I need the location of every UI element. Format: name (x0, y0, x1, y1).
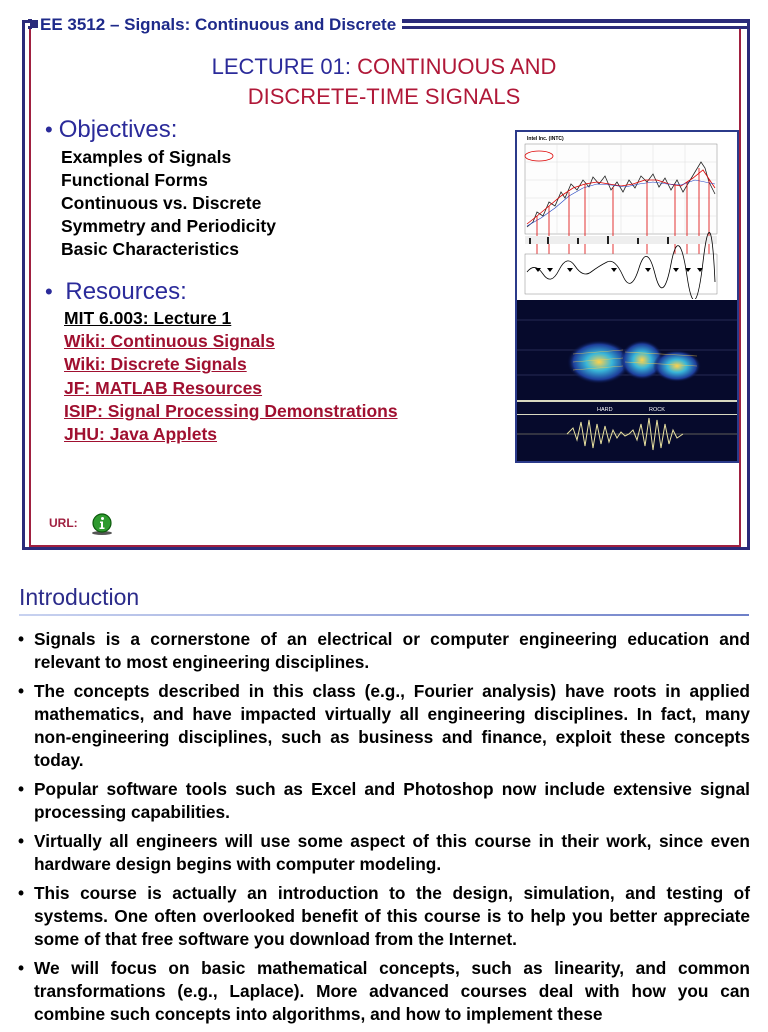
objectives-heading-text: Objectives: (58, 116, 178, 143)
course-title: EE 3512 – Signals: Continuous and Discrete (32, 15, 402, 35)
resources-list (64, 307, 398, 446)
lecture-title-line1: CONTINUOUS AND (357, 54, 557, 79)
list-item: • Signals is a cornerstone of an electrical or computer engineering education and relevant to most engineering disciplines. (16, 628, 750, 674)
info-icon[interactable] (90, 512, 114, 536)
bullet-icon: • (45, 279, 53, 304)
objective-item: Symmetry and Periodicity (61, 216, 276, 236)
spectro-word-hard: HARD (597, 407, 613, 413)
resource-link-mit[interactable]: MIT 6.003: Lecture 1 (64, 308, 232, 328)
resource-link-matlab[interactable]: JF: MATLAB Resources (64, 377, 263, 398)
introduction-bullets (16, 628, 750, 1032)
objective-item: Continuous vs. Discrete (61, 193, 262, 213)
resources-heading (45, 278, 187, 306)
resources-heading-text: Resources: (65, 278, 187, 305)
resource-link-isip[interactable]: ISIP: Signal Processing Demonstrations (64, 400, 398, 421)
list-item: • This course is actually an introduction to the design, simulation, and testing of systems. One often overlooked benefit of this course is to help you better appreciate some of that free software you download from the Internet. (16, 882, 750, 951)
objectives-heading (45, 116, 177, 144)
stock-chart-image (517, 132, 737, 299)
url-label: URL: (49, 516, 78, 530)
objective-item: Examples of Signals (61, 147, 232, 167)
list-item: • The concepts described in this class (e.g., Fourier analysis) have roots in applied mathematics, and have impacted virtually all engineering disciplines. In fact, many non-engineering disciplines, such as business and finance, exploit these concepts today. (16, 680, 750, 772)
objective-item: Basic Characteristics (61, 239, 240, 259)
lecture-title (0, 52, 768, 112)
bullet-icon: • (45, 117, 53, 142)
lecture-title-line2: DISCRETE-TIME SIGNALS (247, 84, 521, 109)
lecture-number: LECTURE 01: (211, 54, 351, 79)
resource-link-wiki-discrete[interactable]: Wiki: Discrete Signals (64, 354, 247, 375)
introduction-rule (19, 614, 749, 616)
introduction-title: Introduction (19, 584, 140, 610)
example-signals-figure (515, 130, 739, 463)
spectrogram-image (517, 300, 737, 461)
resource-link-jhu[interactable]: JHU: Java Applets (64, 424, 218, 445)
resource-link-wiki-continuous[interactable]: Wiki: Continuous Signals (64, 331, 275, 352)
list-item: • Popular software tools such as Excel and Photoshop now include extensive signal processing capabilities. (16, 778, 750, 824)
course-header (28, 14, 750, 36)
objectives-list (61, 146, 276, 261)
list-item: • We will focus on basic mathematical concepts, such as linearity, and common transformations (e.g., Laplace). More advanced courses deal with how you can combine such concepts into algorithms, and how to implement these (16, 957, 750, 1026)
stock-chart-header: Intel Inc. (INTC) (527, 136, 564, 142)
spectro-word-rock: ROCK (649, 407, 665, 413)
list-item: • Virtually all engineers will use some aspect of this course in their work, since even hardware design begins with computer modeling. (16, 830, 750, 876)
objective-item: Functional Forms (61, 170, 208, 190)
